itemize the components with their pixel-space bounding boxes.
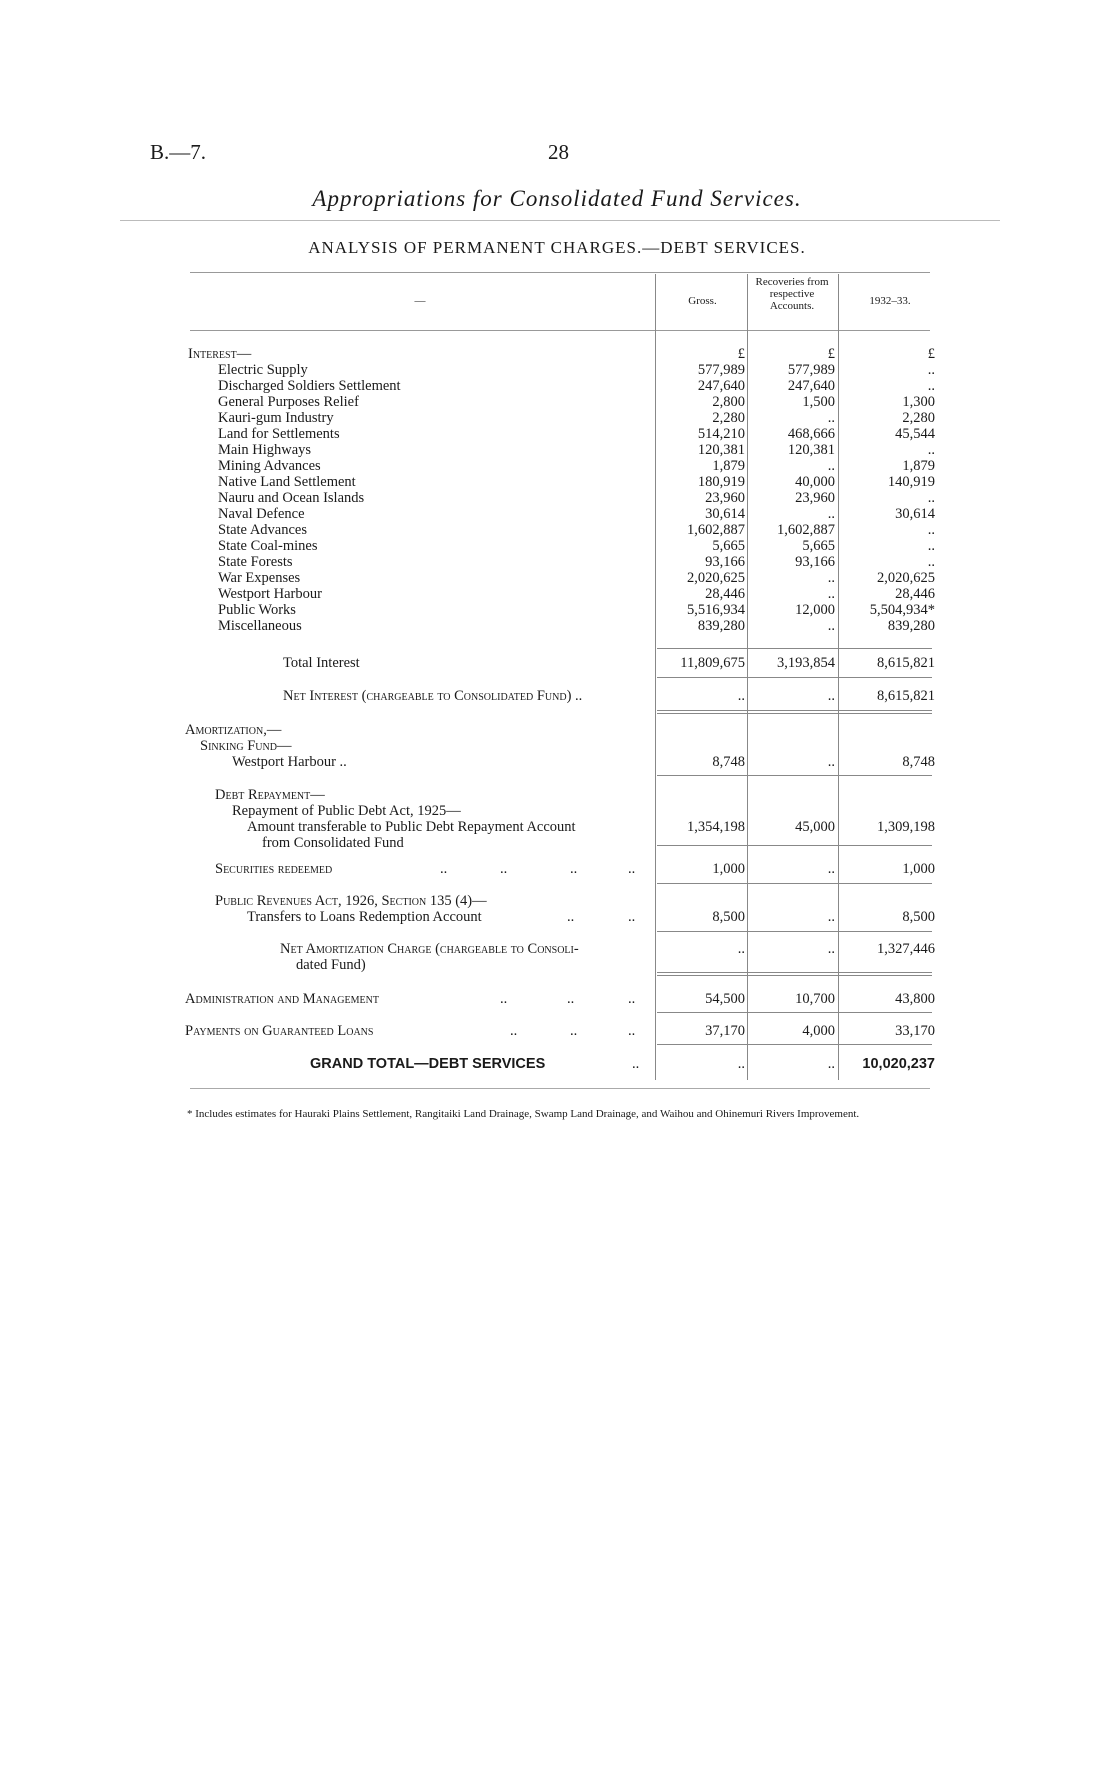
public-revenues-recoveries: .. xyxy=(827,909,835,925)
recoveries-value: 247,640 xyxy=(787,378,835,394)
net-value: .. xyxy=(927,522,935,538)
recoveries-value: 468,666 xyxy=(787,426,835,442)
securities-gross: 1,000 xyxy=(712,861,745,877)
recoveries-value: .. xyxy=(827,410,835,426)
net-interest-label: Net Interest (chargeable to Consolidated Fund) .. xyxy=(283,688,583,704)
net-amortization-net: 1,327,446 xyxy=(877,941,935,957)
administration-dots-3: .. xyxy=(628,991,636,1007)
westport-net: 8,748 xyxy=(902,754,935,770)
row-label: Miscellaneous xyxy=(218,618,302,634)
transfer-label-line1: Amount transferable to Public Debt Repayment Account xyxy=(247,819,576,835)
total-interest-gross: 11,809,675 xyxy=(680,655,745,671)
row-label: Naval Defence xyxy=(218,506,305,522)
public-revenues-label-line1: Public Revenues Act, 1926, Section 135 (4)— xyxy=(215,893,487,909)
page-number: 28 xyxy=(548,140,569,164)
row-label: Discharged Soldiers Settlement xyxy=(218,378,401,394)
column-header-year: 1932–33. xyxy=(869,295,911,307)
gross-value: 93,166 xyxy=(705,554,745,570)
transfer-rule xyxy=(657,845,932,846)
administration-gross: 54,500 xyxy=(705,991,745,1007)
table-subtitle: ANALYSIS OF PERMANENT CHARGES.—DEBT SERVICES. xyxy=(308,238,806,257)
amortization-heading-row xyxy=(0,722,1114,738)
public-revenues-label-line2: Transfers to Loans Redemption Account xyxy=(247,909,482,925)
guaranteed-recoveries: 4,000 xyxy=(802,1023,835,1039)
net-interest-recoveries: .. xyxy=(827,688,835,704)
grand-total-label: GRAND TOTAL—DEBT SERVICES xyxy=(310,1056,546,1072)
repayment-act-row xyxy=(0,803,1114,819)
net-value: 140,919 xyxy=(887,474,935,490)
securities-dots-3: .. xyxy=(570,861,578,877)
table-row xyxy=(0,618,1114,634)
securities-dots-4: .. xyxy=(628,861,636,877)
gross-value: 2,020,625 xyxy=(687,570,745,586)
debt-repayment-heading: Debt Repayment— xyxy=(215,787,325,803)
gross-value: 5,516,934 xyxy=(687,602,745,618)
net-value: 2,020,625 xyxy=(877,570,935,586)
net-amortization-recoveries: .. xyxy=(827,941,835,957)
transfer-net: 1,309,198 xyxy=(877,819,935,835)
transfer-row-cont xyxy=(0,835,1114,851)
recoveries-value: 120,381 xyxy=(787,442,835,458)
grand-total-dots: .. xyxy=(632,1056,640,1072)
row-label: State Coal-mines xyxy=(218,538,318,554)
header-top-rule xyxy=(190,272,930,273)
securities-row xyxy=(0,861,1114,877)
page-title: Appropriations for Consolidated Fund Services. xyxy=(312,186,802,211)
grand-total-net: 10,020,237 xyxy=(862,1056,935,1072)
transfer-recoveries: 45,000 xyxy=(795,819,835,835)
gross-value: 23,960 xyxy=(705,490,745,506)
securities-rule xyxy=(657,883,932,884)
recoveries-value: .. xyxy=(827,506,835,522)
public-revenues-dots-2: .. xyxy=(628,909,636,925)
guaranteed-gross: 37,170 xyxy=(705,1023,745,1039)
recoveries-value: .. xyxy=(827,458,835,474)
total-interest-recoveries: 3,193,854 xyxy=(777,655,835,671)
row-label: Kauri-gum Industry xyxy=(218,410,334,426)
net-value: 1,879 xyxy=(902,458,935,474)
gross-value: 247,640 xyxy=(697,378,745,394)
header-bottom-rule xyxy=(190,330,930,331)
gross-value: 2,800 xyxy=(712,394,745,410)
net-value: 839,280 xyxy=(887,618,935,634)
footnote: * Includes estimates for Hauraki Plains Settlement, Rangitaiki Land Drainage, Swamp Land Drainage, and Waihou and Ohinemuri Rivers Improvement. xyxy=(187,1108,860,1120)
administration-dots-1: .. xyxy=(500,991,508,1007)
gross-value: 514,210 xyxy=(697,426,745,442)
gross-value: 180,919 xyxy=(697,474,745,490)
net-amortization-gross: .. xyxy=(737,941,745,957)
table-row xyxy=(0,442,1114,458)
net-amortization-rule-2 xyxy=(657,975,932,976)
administration-rule xyxy=(657,1012,932,1013)
net-value: .. xyxy=(927,538,935,554)
currency-year: £ xyxy=(927,346,935,362)
gross-value: 1,602,887 xyxy=(687,522,745,538)
guaranteed-loans-row xyxy=(0,1023,1114,1039)
net-amortization-row-cont xyxy=(0,957,1114,973)
title-rule xyxy=(120,220,1000,221)
table-row xyxy=(0,426,1114,442)
net-amortization-label-line1: Net Amortization Charge (chargeable to Consoli- xyxy=(280,941,579,957)
securities-dots-2: .. xyxy=(500,861,508,877)
amortization-heading: Amortization,— xyxy=(185,722,282,738)
table-row xyxy=(0,458,1114,474)
currency-recoveries: £ xyxy=(827,346,835,362)
row-label: Westport Harbour xyxy=(218,586,322,602)
table-row xyxy=(0,378,1114,394)
recoveries-value: .. xyxy=(827,570,835,586)
transfer-label-line2: from Consolidated Fund xyxy=(262,835,404,851)
row-label: Nauru and Ocean Islands xyxy=(218,490,365,506)
guaranteed-loans-label: Payments on Guaranteed Loans xyxy=(185,1023,374,1039)
guaranteed-net: 33,170 xyxy=(895,1023,935,1039)
row-label: War Expenses xyxy=(218,570,301,586)
row-label: Electric Supply xyxy=(218,362,308,378)
row-label: State Advances xyxy=(218,522,307,538)
gross-value: 120,381 xyxy=(697,442,745,458)
administration-dots-2: .. xyxy=(567,991,575,1007)
grand-total-recoveries: .. xyxy=(827,1056,835,1072)
gross-value: 28,446 xyxy=(705,586,745,602)
net-amortization-label-line2: dated Fund) xyxy=(296,957,366,973)
gross-value: 577,989 xyxy=(697,362,745,378)
net-value: 2,280 xyxy=(902,410,935,426)
total-interest-top-rule xyxy=(657,648,932,649)
row-label: Main Highways xyxy=(218,442,312,458)
securities-dots-1: .. xyxy=(440,861,448,877)
gross-value: 1,879 xyxy=(712,458,745,474)
page-identifier: B.—7. xyxy=(150,140,207,164)
net-value: .. xyxy=(927,554,935,570)
table-row xyxy=(0,586,1114,602)
administration-row xyxy=(0,991,1114,1007)
public-revenues-row xyxy=(0,893,1114,909)
sinking-fund-heading: Sinking Fund— xyxy=(200,738,292,754)
net-interest-net: 8,615,821 xyxy=(877,688,935,704)
table-row xyxy=(0,554,1114,570)
recoveries-value: 40,000 xyxy=(795,474,835,490)
westport-rule xyxy=(657,775,932,776)
column-header-recoveries: Recoveries from respective Accounts. xyxy=(755,276,829,312)
administration-recoveries: 10,700 xyxy=(795,991,835,1007)
table-row xyxy=(0,410,1114,426)
table-row xyxy=(0,394,1114,410)
table-row xyxy=(0,362,1114,378)
table-row xyxy=(0,570,1114,586)
public-revenues-gross: 8,500 xyxy=(712,909,745,925)
net-value: 5,504,934* xyxy=(869,602,935,618)
interest-heading: Interest— xyxy=(188,346,252,362)
securities-label: Securities redeemed xyxy=(215,861,333,877)
recoveries-value: .. xyxy=(827,618,835,634)
table-row xyxy=(0,602,1114,618)
securities-net: 1,000 xyxy=(902,861,935,877)
row-label: Land for Settlements xyxy=(218,426,340,442)
gross-value: 5,665 xyxy=(712,538,745,554)
net-value: 45,544 xyxy=(895,426,935,442)
recoveries-value: 5,665 xyxy=(802,538,835,554)
net-value: 30,614 xyxy=(895,506,935,522)
net-value: .. xyxy=(927,490,935,506)
net-interest-rule-2 xyxy=(657,713,932,714)
table-row xyxy=(0,474,1114,490)
net-value: .. xyxy=(927,378,935,394)
public-revenues-net: 8,500 xyxy=(902,909,935,925)
guaranteed-dots-2: .. xyxy=(570,1023,578,1039)
administration-net: 43,800 xyxy=(895,991,935,1007)
recoveries-value: 1,500 xyxy=(802,394,835,410)
westport-recoveries: .. xyxy=(827,754,835,770)
table-bottom-rule xyxy=(190,1088,930,1089)
row-label: Mining Advances xyxy=(218,458,321,474)
public-revenues-dots-1: .. xyxy=(567,909,575,925)
grand-total-row xyxy=(0,1056,1114,1072)
row-label: General Purposes Relief xyxy=(218,394,359,410)
gross-value: 30,614 xyxy=(705,506,745,522)
total-interest-label: Total Interest xyxy=(283,655,360,671)
row-label: Native Land Settlement xyxy=(218,474,356,490)
table-row xyxy=(0,522,1114,538)
column-header-gross: Gross. xyxy=(688,295,717,307)
interest-heading-row xyxy=(0,346,1114,362)
guaranteed-dots-1: .. xyxy=(510,1023,518,1039)
administration-label: Administration and Management xyxy=(185,991,379,1007)
total-interest-net: 8,615,821 xyxy=(877,655,935,671)
guaranteed-rule xyxy=(657,1044,932,1045)
westport-gross: 8,748 xyxy=(712,754,745,770)
public-revenues-rule xyxy=(657,931,932,932)
net-interest-rule-1 xyxy=(657,710,932,711)
table-row xyxy=(0,490,1114,506)
table-row xyxy=(0,506,1114,522)
net-interest-gross: .. xyxy=(737,688,745,704)
westport-harbour-label: Westport Harbour .. xyxy=(232,754,347,770)
net-interest-row xyxy=(0,688,1114,704)
public-revenues-row-cont xyxy=(0,909,1114,925)
sinking-fund-heading-row xyxy=(0,738,1114,754)
total-interest-bottom-rule xyxy=(657,677,932,678)
guaranteed-dots-3: .. xyxy=(628,1023,636,1039)
table-row xyxy=(0,538,1114,554)
debt-repayment-heading-row xyxy=(0,787,1114,803)
repayment-act-label: Repayment of Public Debt Act, 1925— xyxy=(232,803,461,819)
recoveries-value: 93,166 xyxy=(795,554,835,570)
row-label: Public Works xyxy=(218,602,296,618)
net-value: .. xyxy=(927,362,935,378)
recoveries-value: 23,960 xyxy=(795,490,835,506)
net-amortization-row xyxy=(0,941,1114,957)
column-header-label: — xyxy=(414,295,426,307)
net-amortization-rule-1 xyxy=(657,972,932,973)
westport-harbour-row xyxy=(0,754,1114,770)
currency-gross: £ xyxy=(737,346,745,362)
grand-total-gross: .. xyxy=(737,1056,745,1072)
row-label: State Forests xyxy=(218,554,293,570)
recoveries-value: 12,000 xyxy=(795,602,835,618)
net-value: .. xyxy=(927,442,935,458)
gross-value: 2,280 xyxy=(712,410,745,426)
recoveries-value: 1,602,887 xyxy=(777,522,835,538)
recoveries-value: 577,989 xyxy=(787,362,835,378)
recoveries-value: .. xyxy=(827,586,835,602)
net-value: 1,300 xyxy=(902,394,935,410)
total-interest-row xyxy=(0,655,1114,671)
securities-recoveries: .. xyxy=(827,861,835,877)
gross-value: 839,280 xyxy=(697,618,745,634)
transfer-gross: 1,354,198 xyxy=(687,819,745,835)
transfer-row xyxy=(0,819,1114,835)
net-value: 28,446 xyxy=(895,586,935,602)
